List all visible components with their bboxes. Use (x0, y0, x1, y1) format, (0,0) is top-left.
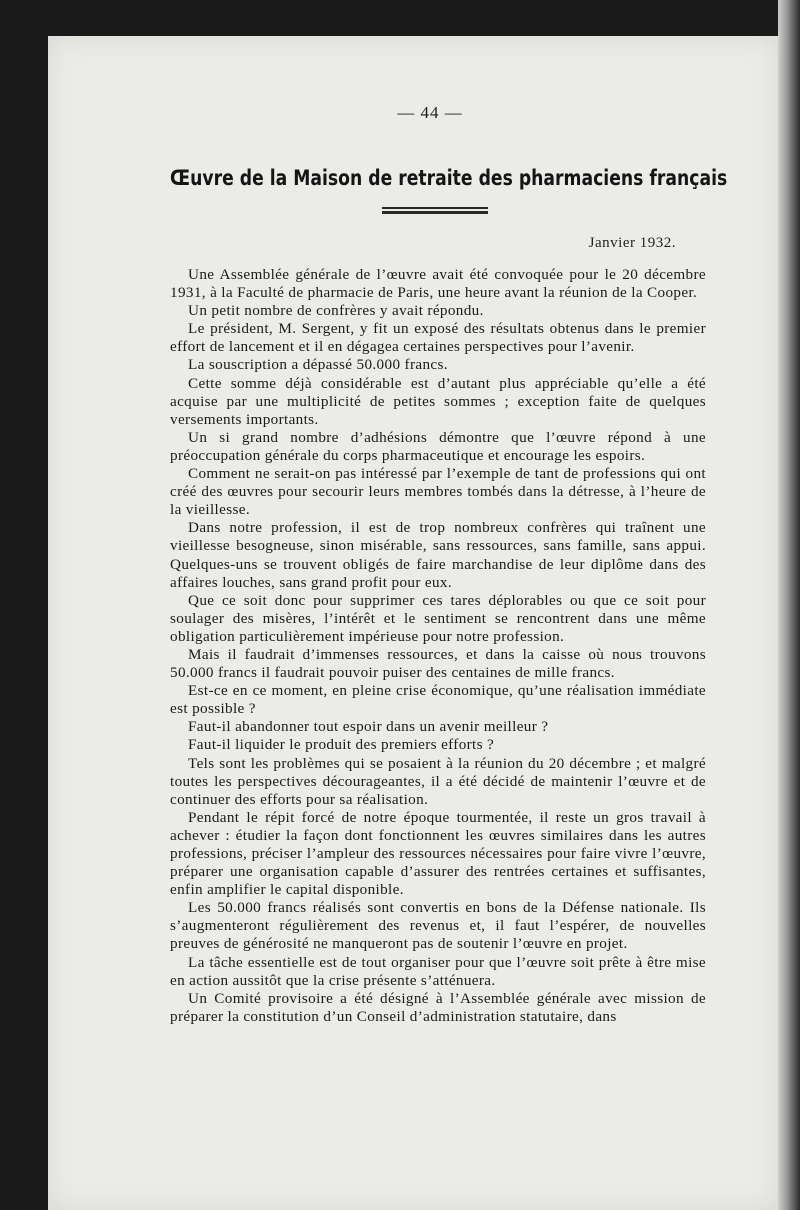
paragraph: Une Assemblée générale de l’œuvre avait été convoquée pour le 20 décembre 1931, à la Faculté de pharmacie de Paris, une heure avant la réunion de la Cooper. (170, 266, 706, 302)
paragraph: Tels sont les problèmes qui se posaient à la réunion du 20 décembre ; et malgré toutes les perspectives décourageantes, il a été décidé de maintenir l’œuvre et de continuer des efforts pour sa réalisation. (170, 754, 706, 808)
paragraph: La tâche essentielle est de tout organiser pour que l’œuvre soit prête à être mise en action aussitôt que la crise présente s’atténuera. (170, 953, 706, 989)
paragraph: Un petit nombre de confrères y avait répondu. (188, 302, 484, 320)
title-rule-top (382, 207, 488, 209)
article-body (170, 266, 706, 1026)
paragraph: Faut-il abandonner tout espoir dans un avenir meilleur ? (188, 718, 549, 736)
paragraph: Pendant le répit forcé de notre époque tourmentée, il reste un gros travail à achever : étudier la façon dont fonctionnent les œuvres similaires dans les autres professions, préciser l’ampleur des ressources nécessaires pour faire vivre l’œuvre, préparer une organisation capable d’assurer des rentrées certaines et suffisantes, enfin amplifier le capital disponible. (170, 808, 706, 899)
paragraph: Un Comité provisoire a été désigné à l’Assemblée générale avec mission de préparer la constitution d’un Conseil d’administration statutaire, dans (170, 989, 706, 1025)
paragraph: Faut-il liquider le produit des premiers efforts ? (188, 736, 495, 754)
paragraph: Un si grand nombre d’adhésions démontre que l’œuvre répond à une préoccupation générale du corps pharmaceutique et encourage les espoirs. (170, 428, 706, 464)
paragraph: Que ce soit donc pour supprimer ces tares déplorables ou que ce soit pour soulager des misères, l’intérêt et le sentiment se rencontrent dans une même obligation particulièrement impérieuse pour notre profession. (170, 591, 706, 645)
paragraph: La souscription a dépassé 50.000 francs. (188, 356, 448, 374)
page-number: — 44 — (397, 103, 463, 122)
paragraph: Cette somme déjà considérable est d’autant plus appréciable qu’elle a été acquise par une multiplicité de petites sommes ; exception faite de quelques versements importants. (170, 374, 706, 428)
paragraph: Mais il faudrait d’immenses ressources, et dans la caisse où nous trouvons 50.000 francs il faudrait pouvoir puiser des centaines de mille francs. (170, 645, 706, 682)
article-date: Janvier 1932. (588, 235, 676, 251)
title-rule-bottom (382, 211, 488, 214)
paragraph: Le président, M. Sergent, y fit un exposé des résultats obtenus dans le premier effort de lancement et il en dégagea certaines perspectives pour l’avenir. (170, 320, 706, 356)
paragraph: Est-ce en ce moment, en pleine crise économique, qu’une réalisation immédiate est possible ? (170, 682, 706, 718)
paragraph: Les 50.000 francs réalisés sont convertis en bons de la Défense nationale. Ils s’augmenteront régulièrement des revenus et, il faut l’espérer, de nouvelles preuves de générosité ne manqueront pas de soutenir l’œuvre en projet. (170, 899, 706, 953)
paragraph: Dans notre profession, il est de trop nombreux confrères qui traînent une vieillesse besogneuse, sinon misérable, sans ressources, sans famille, sans appui. Quelques-uns se trouvent obligés de faire marchandise de leur diplôme dans des affaires louches, sans grand profit pour eux. (170, 519, 706, 591)
article-title: Œuvre de la Maison de retraite des pharmaciens français (170, 166, 728, 190)
page-binding-edge (778, 0, 800, 1210)
paragraph: Comment ne serait-on pas intéressé par l’exemple de tant de professions qui ont créé des œuvres pour secourir leurs membres tombés dans la détresse, à l’heure de la vieillesse. (170, 465, 706, 519)
